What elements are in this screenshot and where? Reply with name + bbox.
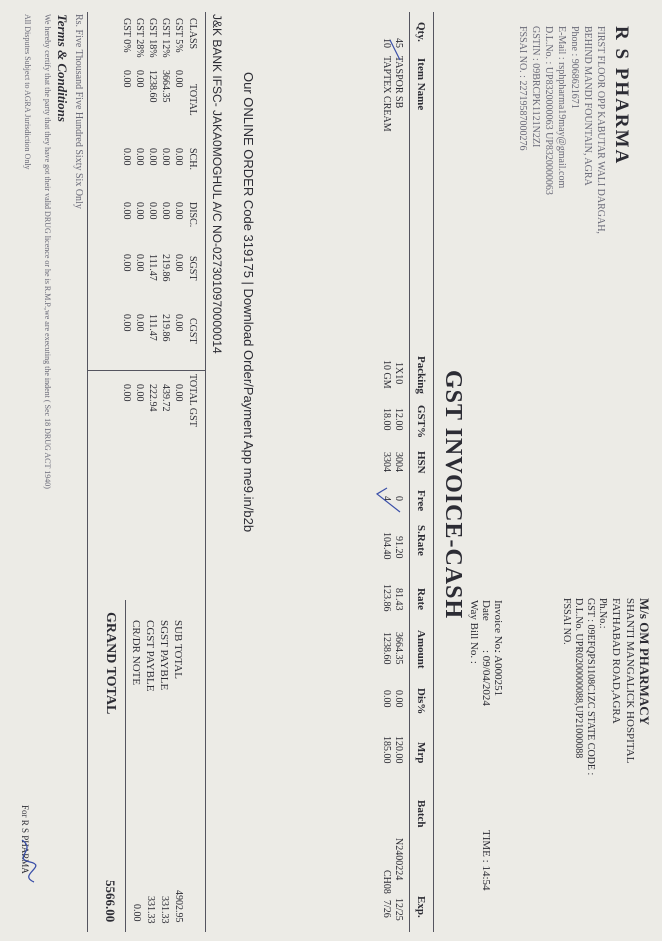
seller-name: R S PHARMA	[611, 26, 632, 166]
gst-value-cell: 0.00	[160, 148, 171, 166]
row2-exp: 7/26	[381, 900, 392, 918]
amount-in-words: Rs. Five Thousand Five Hundred Sixty Six Only	[73, 14, 84, 209]
gst-value-cell: 0.00	[134, 70, 145, 88]
subtotal-label: SUB TOTAL	[172, 620, 184, 679]
col-header-packing: Packing	[415, 356, 427, 394]
terms-line-1: We hereby certify that the party that they have got their valid DRUG licence or he is R.M.P.,we are executing the indent ( Sec 18 DRUG ACT 1940)	[43, 14, 52, 489]
col-header-free: Free	[415, 490, 427, 512]
gst-class-cell: GST 5%	[173, 18, 184, 53]
row1-qty: 45	[393, 38, 404, 48]
row1-mrp: 120.00	[393, 736, 404, 764]
row2-batch: CH08	[381, 870, 392, 894]
gst-value-cell: 3664.35	[160, 70, 171, 103]
gst-value-cell: 111.47	[147, 314, 158, 341]
crdr-note-value: 0.00	[131, 904, 142, 922]
gst-value-cell: 219.86	[160, 314, 171, 342]
row2-srate: 104.40	[381, 532, 392, 560]
buyer-fssai: FSSAI NO.	[561, 598, 572, 645]
col-header-mrp: Mrp	[415, 742, 427, 764]
row1-srate: 91.20	[393, 536, 404, 559]
signature-scribble	[22, 840, 36, 882]
buyer-dl: D.L.No. UPR0200000088,UP21000088	[573, 598, 584, 759]
gst-class-cell: GST 28%	[134, 18, 145, 58]
col-header-gst: GST%	[415, 405, 427, 439]
bank-details: J&K BANK IFSC- JAKA0MOGHUL A/C NO-0273010970000014	[210, 14, 224, 354]
row1-hsn: 3004	[393, 452, 404, 472]
row2-dis: 0.00	[381, 690, 392, 708]
grand-total-value: 5566.00	[103, 880, 118, 923]
row1-batch: N2400224	[393, 838, 404, 881]
gst-value-cell: 0.00	[134, 148, 145, 166]
gst-value-cell: 0.00	[173, 70, 184, 88]
invoice-date: : 09/04/2024	[480, 650, 492, 706]
row1-exp: 12/25	[393, 898, 404, 921]
crdr-note-label: CR/DR NOTE	[130, 620, 142, 686]
row2-item-name: TAPTEX CREAM	[381, 56, 392, 132]
col-header-amount: Amount	[415, 630, 427, 669]
row1-amount: 3664.35	[393, 632, 404, 665]
gst-value-cell: 0.00	[121, 314, 132, 332]
row2-rate: 123.86	[381, 584, 392, 612]
row2-packing: 10 GM	[381, 360, 392, 389]
seller-address-1: FIRST FLOOR OPP KABUTAR WALI DARGAH,	[595, 26, 606, 234]
gst-value-cell: 439.72	[160, 384, 171, 412]
buyer-phone: Ph.No.:	[597, 598, 608, 629]
gst-value-cell: 0.00	[134, 202, 145, 220]
gst-value-cell: 0.00	[121, 384, 132, 402]
summary-header-disc: DISC.	[187, 202, 198, 228]
pen-slash-mark	[390, 40, 400, 60]
row2-amount: 1238.60	[381, 632, 392, 665]
terms-title: Terms & Conditions	[55, 14, 70, 122]
gst-value-cell: 111.47	[147, 254, 158, 281]
gst-value-cell: 0.00	[173, 254, 184, 272]
seller-email: E-Mail : rsphpharma19may@gmail.com	[556, 26, 567, 189]
gst-class-cell: GST 12%	[160, 18, 171, 58]
row2-gst: 18.00	[381, 408, 392, 431]
col-header-exp: Exp.	[415, 896, 427, 918]
gst-value-cell: 0.00	[121, 148, 132, 166]
cgst-payable-label: CGST PAYBLE	[144, 620, 156, 692]
summary-header-cgst: CGST	[187, 318, 198, 344]
gst-value-cell: 0.00	[173, 148, 184, 166]
invoice-no: : A000251	[492, 650, 504, 697]
buyer-gst: GST : 09EFQPS1108C1ZC STATE CODE :	[585, 598, 596, 776]
seller-fssai: FSSAI NO. : 22719587000276	[517, 26, 528, 151]
pen-tick-mark	[377, 488, 400, 512]
terms-line-2: All Disputes Subject to AGRA Jurisdiction Only	[23, 14, 32, 170]
subtotal-value: 4902.95	[173, 890, 184, 923]
gst-value-cell: 0.00	[147, 148, 158, 166]
col-header-batch: Batch	[415, 800, 427, 828]
seller-dl: D.L.No. : UP8320000063 UP8320000063	[543, 26, 554, 195]
row1-rate: 81.43	[393, 588, 404, 611]
row2-mrp: 185.00	[381, 736, 392, 764]
gst-value-cell: 0.00	[134, 314, 145, 332]
gst-class-cell: GST 18%	[147, 18, 158, 58]
gst-value-cell: 219.86	[160, 254, 171, 282]
summary-header-total-gst: TOTAL GST	[187, 374, 198, 427]
gst-value-cell: 0.00	[134, 384, 145, 402]
gst-value-cell: 0.00	[121, 70, 132, 88]
col-header-rate: Rate	[415, 588, 427, 610]
gst-class-cell: GST 0%	[121, 18, 132, 53]
gst-value-cell: 0.00	[134, 254, 145, 272]
seller-address-2: BEHIND MANDI FOUNTAIN, AGRA	[582, 26, 593, 186]
invoice-title: GST INVOICE-CASH	[440, 370, 466, 620]
buyer-address-1: SHANTI MANGALICK HOSPITAL	[624, 598, 636, 764]
col-header-item-name: Item Name	[415, 58, 427, 111]
row1-gst: 12.00	[393, 408, 404, 431]
seller-phone: Phone : 9068621671	[569, 26, 580, 109]
waybill-label: Way Bill No. :	[468, 600, 480, 664]
cgst-payable-value: 331.33	[145, 896, 156, 924]
gst-value-cell: 0.00	[147, 202, 158, 220]
summary-header-class: CLASS	[187, 18, 198, 50]
row1-dis: 0.00	[393, 690, 404, 708]
gst-value-cell: 0.00	[173, 202, 184, 220]
row1-free: 0	[393, 496, 404, 501]
row2-free: 4	[381, 496, 392, 501]
row1-item-name: TASPOR SB	[393, 56, 404, 109]
row1-packing: 1X10	[393, 362, 404, 385]
gst-value-cell: 1238.60	[147, 70, 158, 103]
invoice-time: TIME : 14:54	[480, 830, 492, 891]
signature-label: For R S PHARMA	[20, 805, 30, 874]
gst-value-cell: 0.00	[121, 254, 132, 272]
col-header-hsn: HSN	[415, 451, 427, 474]
row2-qty: 10	[381, 38, 392, 48]
online-order-note: Our ONLINE ORDER Code 319175 | Download Order/Payment App me9.in/b2b	[241, 72, 256, 533]
invoice-no-label: Invoice No.	[492, 600, 504, 652]
gst-value-cell: 222.94	[147, 384, 158, 412]
seller-gstin: GSTIN : 09BRCPK1121N2ZI	[530, 26, 541, 148]
gst-value-cell: 0.00	[173, 314, 184, 332]
col-header-dis: Dis%	[415, 688, 427, 715]
col-header-srate: S.Rate	[415, 525, 427, 556]
gst-value-cell: 0.00	[173, 384, 184, 402]
grand-total-label: GRAND TOTAL	[103, 612, 118, 715]
sgst-payable-label: SGST PAYBLE	[158, 620, 170, 691]
date-label: Date	[480, 600, 492, 621]
buyer-name: M/s OM PHARMACY	[637, 598, 652, 726]
col-header-qty: Qty.	[415, 22, 427, 42]
summary-header-total: TOTAL	[187, 84, 198, 116]
row2-hsn: 3304	[381, 452, 392, 472]
gst-value-cell: 0.00	[121, 202, 132, 220]
gst-value-cell: 0.00	[160, 202, 171, 220]
sgst-payable-value: 331.33	[159, 896, 170, 924]
buyer-address-2: FATHABAD ROAD,AGRA	[610, 598, 622, 724]
summary-header-sch: SCH.	[187, 148, 198, 170]
summary-header-sgst: SGST	[187, 256, 198, 281]
